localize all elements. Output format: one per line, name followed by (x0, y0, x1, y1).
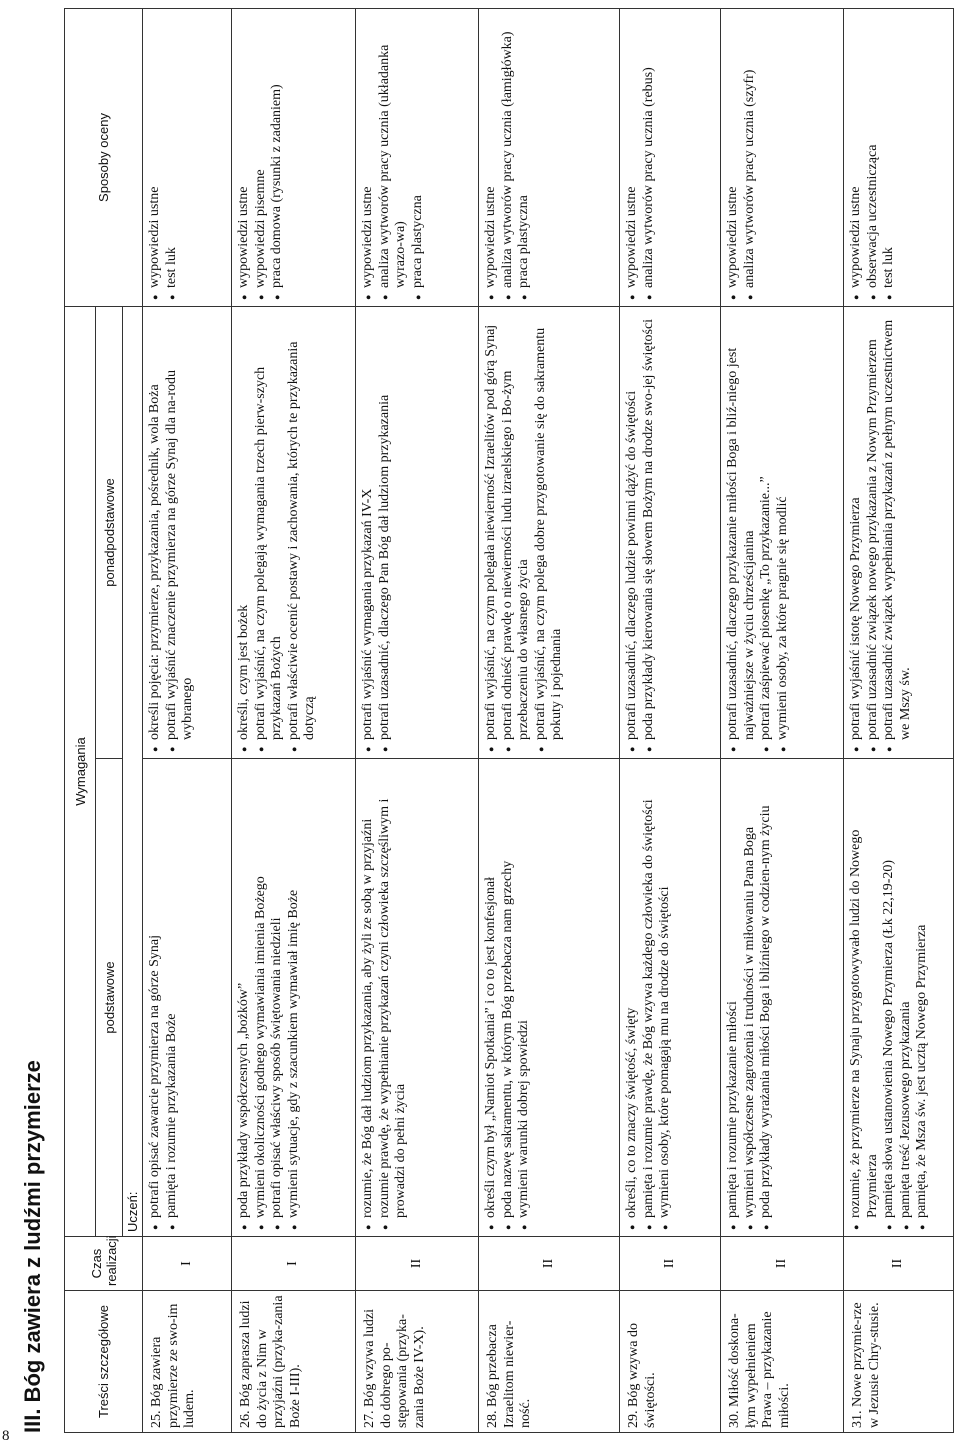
time-cell: II (844, 1237, 954, 1291)
time-cell: II (620, 1237, 721, 1291)
extended-requirements-cell (479, 307, 620, 759)
basic-requirements-list (723, 763, 775, 1232)
list-item: ● potrafi właściwie ocenić postawy i zachowania, których te przykazania dotyczą (286, 311, 319, 740)
list-item: ● wymieni osoby, które pomagają mu na drodze do świętości (657, 763, 674, 1218)
assessment-cell (479, 9, 620, 307)
list-item: ● praca plastyczna (516, 13, 533, 288)
list-item: ● potrafi uzasadnić, dlaczego Pan Bóg dał ludziom przykazania (377, 311, 394, 740)
list-item: ● wymieni warunki dobrej spowiedzi (516, 763, 533, 1218)
basic-requirements-list (358, 763, 410, 1232)
header-time: Czas realizacji (65, 1237, 143, 1291)
list-item: ● pamięta, że Msza św. jest ucztą Nowego Przymierza (914, 763, 931, 1218)
list-item: ● potrafi wyjaśnić istotę Nowego Przymierza (848, 311, 865, 740)
list-item: ● rozumie, że Bóg dał ludziom przykazania, aby żyli ze sobą w przyjaźni (360, 763, 377, 1218)
list-item: ● praca domowa (rysunki z zadaniem) (269, 13, 286, 288)
header-extended: ponadpodstawowe (96, 307, 123, 759)
extended-requirements-list (481, 311, 566, 754)
basic-requirements-list (145, 763, 180, 1232)
time-cell: I (143, 1237, 232, 1291)
header-topics: Treści szczegółowe (65, 1291, 143, 1433)
topic-cell: 31. Nowe przymie-rze w Jezusie Chry-stusie. (844, 1291, 954, 1433)
basic-requirements-list (846, 763, 931, 1232)
assessment-list (723, 13, 758, 302)
list-item: ● potrafi opisać właściwy sposób świętowania niedzieli (269, 763, 286, 1218)
list-item: ● poda przykłady kierowania się słowem Bożym na drodze swo-jej świętości (641, 311, 658, 740)
assessment-list (234, 13, 286, 302)
assessment-cell (143, 9, 232, 307)
list-item: ● praca plastyczna (410, 13, 427, 288)
extended-requirements-list (723, 311, 791, 754)
header-assessment: Sposoby oceny (65, 9, 143, 307)
extended-requirements-cell (844, 307, 954, 759)
list-item: ● wypowiedzi pisemne (253, 13, 270, 288)
list-item: ● potrafi odnieść prawdę o niewierności ludu izraelskiego i Bo-żym przebaczeniu do własnego życia (500, 311, 533, 740)
extended-requirements-list (846, 311, 914, 754)
assessment-list (481, 13, 533, 302)
table-body (143, 9, 954, 1433)
list-item: ● potrafi uzasadnić związek wypełniania przykazań z pełnym uczestnictwem we Mszy św. (881, 311, 914, 740)
list-item: ● wypowiedzi ustne (848, 13, 865, 288)
list-item: ● wymieni sytuacje, gdy z szacunkiem wymawiał imię Boże (286, 763, 303, 1218)
list-item: ● potrafi zaśpiewać piosenkę „To przykazanie...” (758, 311, 775, 740)
basic-requirements-list (481, 763, 533, 1232)
topic-cell: 30. Miłość doskona-łym wypełnieniem Prawa – przykazanie miłości. (721, 1291, 844, 1433)
list-item: ● wypowiedzi ustne (483, 13, 500, 288)
page-number: 8 (2, 1428, 10, 1444)
table-row (479, 9, 620, 1433)
basic-requirements-cell (721, 759, 844, 1237)
assessment-cell (356, 9, 479, 307)
basic-requirements-list (234, 763, 302, 1232)
list-item: ● określi czym był „Namiot Spotkania” i co to jest konfesjonał (483, 763, 500, 1218)
list-item: ● rozumie prawdę, że wypełnianie przykazań czyni człowieka szczęśliwym i prowadzi do pełni życia (377, 763, 410, 1218)
list-item: ● określi pojęcia: przymierze, przykazania, pośrednik, wola Boża (147, 311, 164, 740)
list-item: ● wypowiedzi ustne (147, 13, 164, 288)
list-item: ● pamięta treść Jezusowego przykazania (898, 763, 915, 1218)
assessment-list (846, 13, 898, 302)
extended-requirements-cell (721, 307, 844, 759)
basic-requirements-cell (479, 759, 620, 1237)
list-item: ● określi, czym jest bożek (236, 311, 253, 740)
section-title: III. Bóg zawiera z ludźmi przymierze (20, 1060, 45, 1433)
list-item: ● analiza wytworów pracy ucznia (układanka wyrazo-wa) (377, 13, 410, 288)
assessment-list (358, 13, 426, 302)
topic-cell: 28. Bóg przebacza Izraelitom niewier-ność. (479, 1291, 620, 1433)
extended-requirements-list (622, 311, 657, 754)
basic-requirements-cell (620, 759, 721, 1237)
topic-cell: 26. Bóg zaprasza ludzi do życia z Nim w przyjaźni (przyka-zania Boże I-III). (232, 1291, 356, 1433)
list-item: ● wymieni osoby, za które pragnie się modlić (775, 311, 792, 740)
time-cell: I (232, 1237, 356, 1291)
header-basic: podstawowe (96, 759, 123, 1237)
time-cell: II (721, 1237, 844, 1291)
list-item: ● wypowiedzi ustne (725, 13, 742, 288)
table-row (620, 9, 721, 1433)
list-item: ● potrafi opisać zawarcie przymierza na górze Synaj (147, 763, 164, 1218)
time-cell: II (479, 1237, 620, 1291)
extended-requirements-list (145, 311, 197, 754)
table-row (844, 9, 954, 1433)
topic-cell: 29. Bóg wzywa do świętości. (620, 1291, 721, 1433)
list-item: ● potrafi wyjaśnić, na czym polegała niewierność Izraelitów pod górą Synaj (483, 311, 500, 740)
header-student: Uczeń: (123, 307, 143, 1237)
table-row (143, 9, 232, 1433)
time-cell: II (356, 1237, 479, 1291)
extended-requirements-cell (143, 307, 232, 759)
basic-requirements-list (622, 763, 674, 1232)
list-item: ● potrafi wyjaśnić wymagania przykazań IV-X (360, 311, 377, 740)
list-item: ● analiza wytworów pracy ucznia (łamigłówka) (500, 13, 517, 288)
list-item: ● potrafi uzasadnić, dlaczego ludzie powinni dążyć do świętości (624, 311, 641, 740)
extended-requirements-cell (356, 307, 479, 759)
list-item: ● test luk (164, 13, 181, 288)
header-requirements: Wymagania (65, 307, 96, 1237)
list-item: ● określi, co to znaczy świętość, święty (624, 763, 641, 1218)
basic-requirements-cell (356, 759, 479, 1237)
list-item: ● wymieni okoliczności godnego wymawiania imienia Bożego (253, 763, 270, 1218)
assessment-list (622, 13, 657, 302)
list-item: ● analiza wytworów pracy ucznia (szyfr) (742, 13, 759, 288)
assessment-list (145, 13, 180, 302)
list-item: ● analiza wytworów pracy ucznia (rebus) (641, 13, 658, 288)
list-item: ● potrafi wyjaśnić, na czym polegają wymagania trzech pierw-szych przykazań Bożych (253, 311, 286, 740)
list-item: ● pamięta słowa ustanowienia Nowego Przymierza (Łk 22,19-20) (881, 763, 898, 1218)
topic-cell: 27. Bóg wzywa ludzi do dobrego po-stępowania (przyka-zania Boże IV-X). (356, 1291, 479, 1433)
list-item: ● obserwacja uczestnicząca (865, 13, 882, 288)
list-item: ● potrafi wyjaśnić znaczenie przymierza na górze Synaj dla na-rodu wybranego (164, 311, 197, 740)
assessment-cell (721, 9, 844, 307)
table-row (232, 9, 356, 1433)
assessment-cell (844, 9, 954, 307)
extended-requirements-cell (232, 307, 356, 759)
list-item: ● poda nazwę sakramentu, w którym Bóg przebacza nam grzechy (500, 763, 517, 1218)
list-item: ● pamięta i rozumie prawdę, że Bóg wzywa każdego człowieka do świętości (641, 763, 658, 1218)
list-item: ● potrafi uzasadnić, dlaczego przykazanie miłości Boga i bliź-niego jest najważniejsze w życiu chrześcijanina (725, 311, 758, 740)
basic-requirements-cell (143, 759, 232, 1237)
list-item: ● potrafi wyjaśnić, na czym polega dobre przygotowanie się do sakramentu pokuty i pojednania (533, 311, 566, 740)
list-item: ● potrafi uzasadnić związek nowego przykazania z Nowym Przymierzem (865, 311, 882, 740)
table-row (721, 9, 844, 1433)
basic-requirements-cell (232, 759, 356, 1237)
assessment-cell (620, 9, 721, 307)
extended-requirements-cell (620, 307, 721, 759)
basic-requirements-cell (844, 759, 954, 1237)
list-item: ● wypowiedzi ustne (236, 13, 253, 288)
extended-requirements-list (358, 311, 393, 754)
table-row (356, 9, 479, 1433)
list-item: ● pamięta i rozumie przykazania Boże (164, 763, 181, 1218)
list-item: ● wymieni współczesne zagrożenia i trudności w miłowaniu Pana Boga (742, 763, 759, 1218)
list-item: ● poda przykłady współczesnych „bożków” (236, 763, 253, 1218)
list-item: ● wypowiedzi ustne (360, 13, 377, 288)
list-item: ● rozumie, że przymierze na Synaju przygotowywało ludzi do Nowego Przymierza (848, 763, 881, 1218)
list-item: ● test luk (881, 13, 898, 288)
curriculum-table (64, 8, 954, 1433)
topic-cell: 25. Bóg zawiera przymierze ze swo-im ludem. (143, 1291, 232, 1433)
list-item: ● wypowiedzi ustne (624, 13, 641, 288)
list-item: ● poda przykłady wyrażania miłości Boga i bliźniego w codzien-nym życiu (758, 763, 775, 1218)
extended-requirements-list (234, 311, 319, 754)
assessment-cell (232, 9, 356, 307)
list-item: ● pamięta i rozumie przykazanie miłości (725, 763, 742, 1218)
